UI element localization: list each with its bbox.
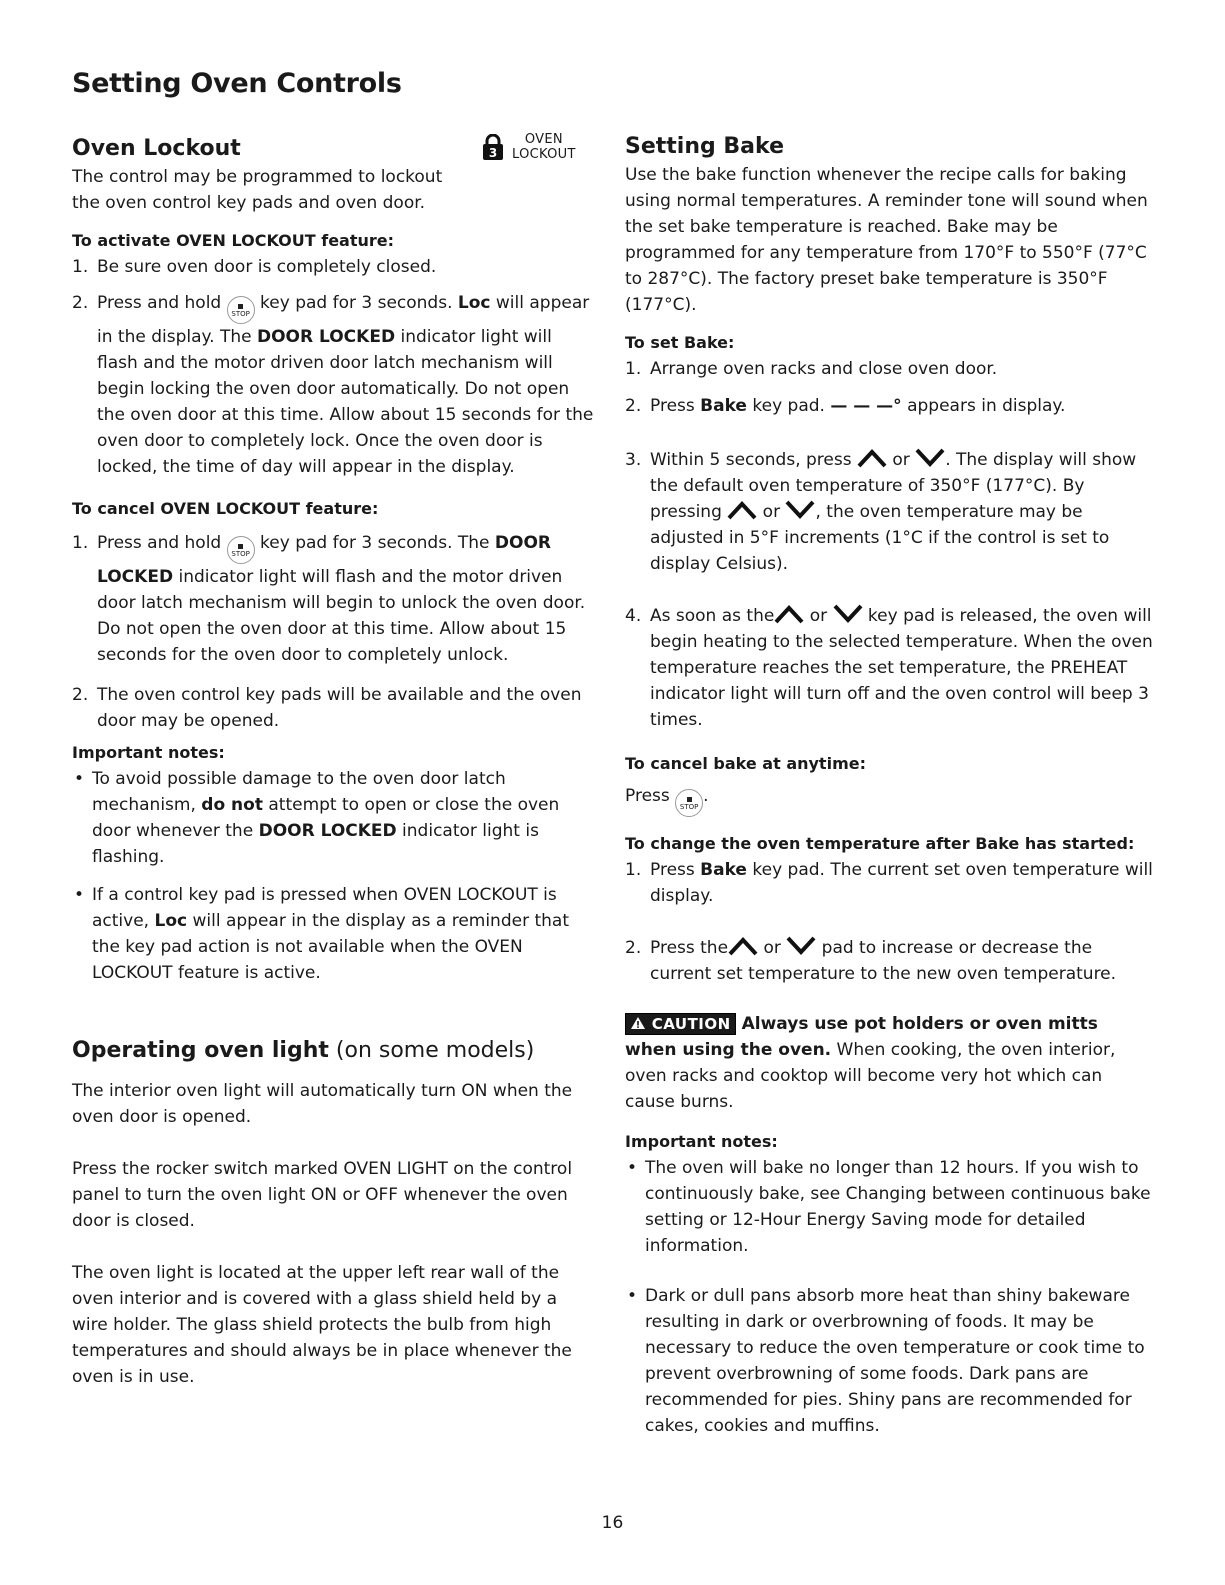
oven-light-heading: Operating oven light (on some models) [72, 1038, 535, 1063]
page-number: 16 [601, 1513, 624, 1533]
oven-light-p3: The oven light is located at the upper left rear wall of the oven interior and is covered with a glass shield held by a wire holder. The glass shield protects the bulb from high temperatures and should always be in place whenever the oven is in use. [72, 1263, 572, 1387]
stop-key-icon: STOP [227, 536, 255, 564]
stop-key-icon: STOP [227, 296, 255, 324]
down-arrow-icon [785, 500, 815, 520]
up-arrow-icon [728, 936, 758, 956]
right-column [625, 128, 1155, 1439]
bake-note-2: • Dark or dull pans absorb more heat than shiny bakeware resulting in dark or overbrowning of foods. It may be necessary to reduce the oven temperature or cook time to prevent overbrowning of some foods. Dark pans are recommended for pies. Shiny pans are recommended for cakes, cookies and muffins. [627, 1286, 1145, 1436]
cancel-step-2: 2. The oven control key pads will be available and the oven door may be opened. [72, 685, 582, 731]
change-temp-heading: To change the oven temperature after Bake has started: [625, 834, 1135, 853]
bake-intro: Use the bake function whenever the recipe calls for baking using normal temperatures. A reminder tone will sound when the set bake temperature is reached. Bake may be programmed for any temperature from 170°F to 550°F (77°C to 287°C). The factory preset bake temperature is 350°F (177°C). [625, 165, 1148, 315]
down-arrow-icon [786, 936, 816, 956]
cancel-bake-instruction: Press STOP. [625, 783, 1155, 817]
set-bake-heading: To set Bake: [625, 333, 735, 352]
up-arrow-icon [857, 448, 887, 468]
down-arrow-icon [915, 448, 945, 468]
up-arrow-icon [727, 500, 757, 520]
up-arrow-icon [774, 604, 804, 624]
lockout-badge-text: OVEN LOCKOUT [512, 132, 576, 162]
lockout-notes-heading: Important notes: [72, 743, 225, 762]
set-bake-step-2: 2. Press Bake key pad. — — —° appears in display. [625, 396, 1066, 416]
down-arrow-icon [833, 604, 863, 624]
oven-lockout-heading: Oven Lockout [72, 136, 241, 161]
lockout-note-2: • If a control key pad is pressed when OVEN LOCKOUT is active, Loc will appear in the display as a reminder that the key pad action is not available when the OVEN LOCKOUT feature is active. [74, 885, 569, 983]
set-bake-step-3: 3. Within 5 seconds, press or . The display will show the default oven temperature of 350°F (177°C). By pressing or , the oven temperature may be adjusted in 5°F increments (1°C if the control is set to display Celsius). [625, 450, 1137, 574]
activate-step-1: 1. Be sure oven door is completely closed. [72, 257, 437, 277]
oven-light-p1: The interior oven light will automatically turn ON when the oven door is opened. [72, 1081, 573, 1127]
stop-key-icon: STOP [675, 789, 703, 817]
bake-notes-heading: Important notes: [625, 1132, 778, 1151]
caution-badge: CAUTION [625, 1013, 736, 1035]
setting-bake-heading: Setting Bake [625, 134, 784, 159]
bake-note-1: • The oven will bake no longer than 12 hours. If you wish to continuously bake, see Changing between continuous bake setting or 12-Hour Energy Saving mode for detailed information. [627, 1158, 1151, 1256]
page-title: Setting Oven Controls [72, 68, 402, 99]
set-bake-step-1: 1. Arrange oven racks and close oven door. [625, 359, 998, 379]
change-temp-step-2: 2. Press the or pad to increase or decrease the current set temperature to the new oven temperature. [625, 938, 1117, 984]
left-column [72, 128, 594, 1390]
activate-step-2: 2. Press and hold STOP key pad for 3 seconds. Loc will appear in the display. The DOOR LOCKED indicator light will flash and the motor driven door latch mechanism will begin locking the oven door automatically. Do not open the oven door at this time. Allow about 15 seconds for the oven door to completely lock. Once the oven door is locked, the time of day will appear in the display. [72, 293, 594, 477]
cancel-lockout-heading: To cancel OVEN LOCKOUT feature: [72, 499, 379, 518]
activate-lockout-heading: To activate OVEN LOCKOUT feature: [72, 231, 395, 250]
cancel-step-1: 1. Press and hold STOP key pad for 3 seconds. The DOOR LOCKED indicator light will flash and the motor driven door latch mechanism will begin to unlock the oven door. Do not open the oven door at this time. Allow about 15 seconds for the oven door to completely unlock. [72, 533, 586, 665]
lockout-intro: The control may be programmed to lockout the oven control key pads and oven door. [72, 167, 443, 213]
oven-light-p2: Press the rocker switch marked OVEN LIGHT on the control panel to turn the oven light ON or OFF whenever the oven door is closed. [72, 1159, 573, 1231]
change-temp-step-1: 1. Press Bake key pad. The current set oven temperature will display. [625, 860, 1153, 906]
warning-icon [630, 1016, 646, 1030]
caution-paragraph: CAUTION Always use pot holders or oven mitts when using the oven. When cooking, the oven interior, oven racks and cooktop will become very hot which can cause burns. [625, 1014, 1116, 1112]
lockout-note-1: • To avoid possible damage to the oven door latch mechanism, do not attempt to open or close the oven door whenever the DOOR LOCKED indicator light is flashing. [74, 769, 560, 867]
lockout-digit: 3 [488, 146, 498, 160]
cancel-bake-heading: To cancel bake at anytime: [625, 754, 866, 773]
set-bake-step-4: 4. As soon as the or key pad is released, the oven will begin heating to the selected temperature. When the oven temperature reaches the set temperature, the PREHEAT indicator light will turn off and the oven control will beep 3 times. [625, 606, 1153, 730]
